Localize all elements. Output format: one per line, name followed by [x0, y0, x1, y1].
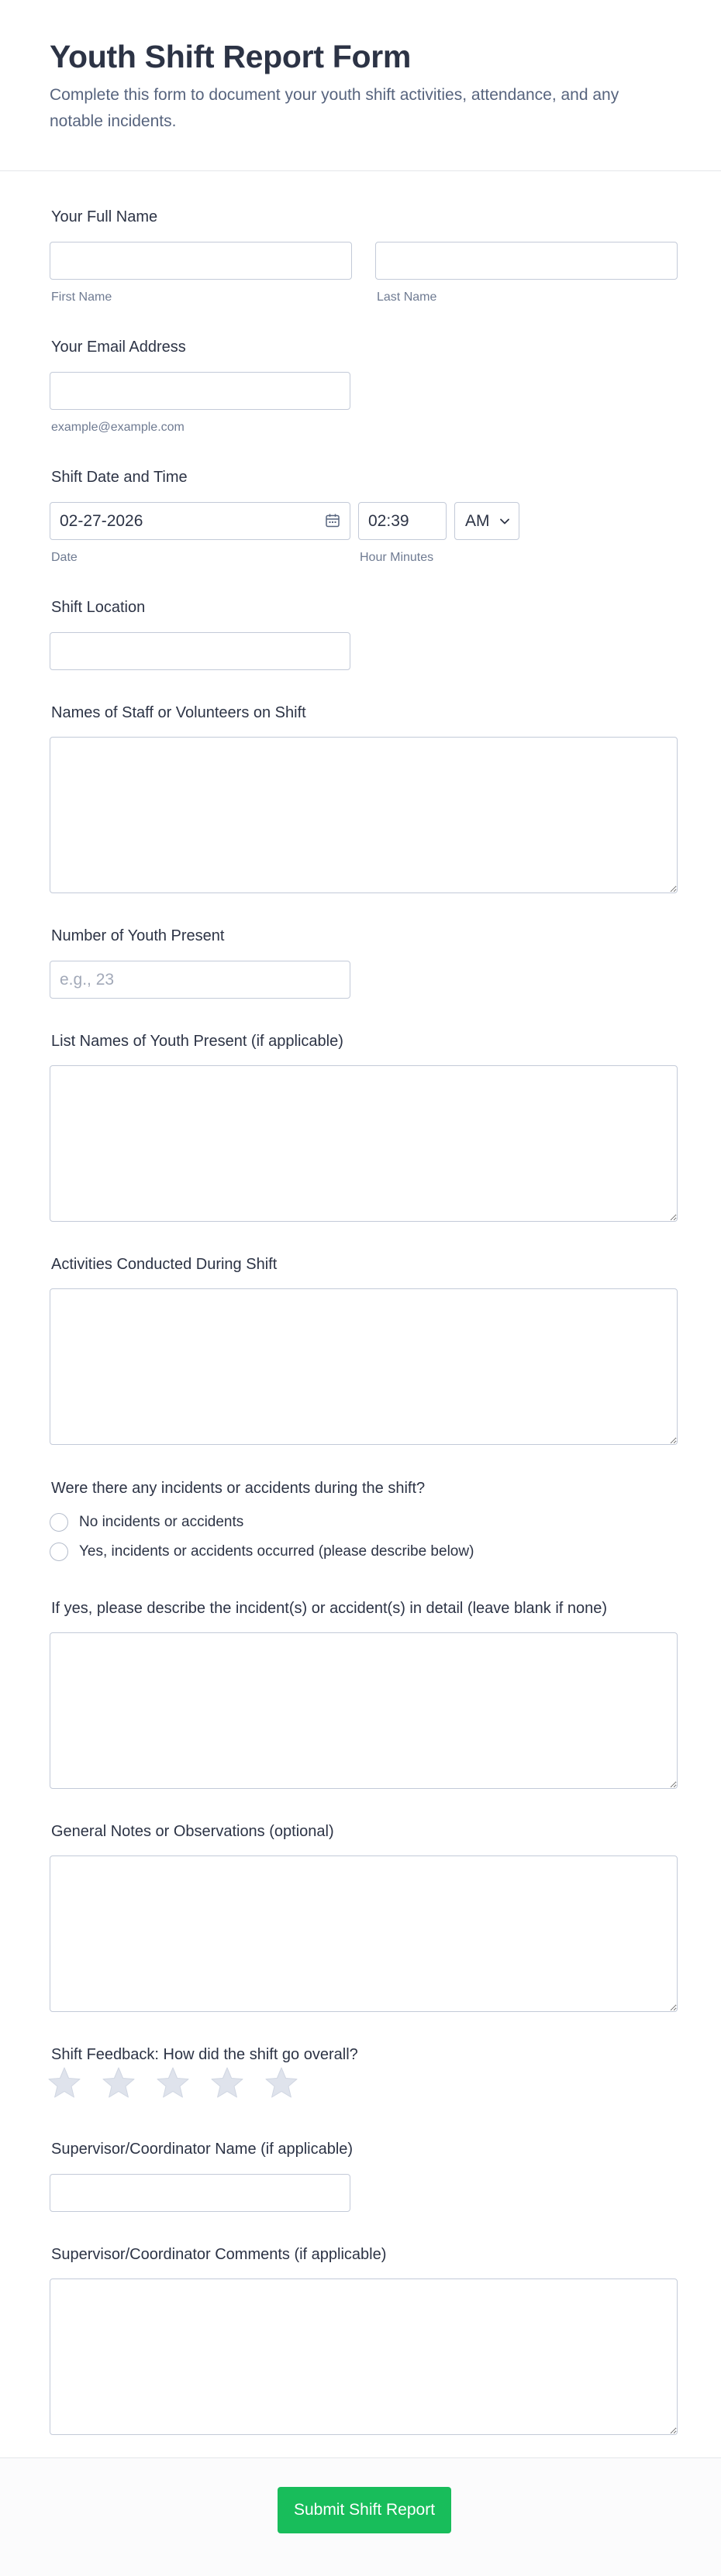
- radio-label: No incidents or accidents: [79, 1514, 244, 1530]
- chevron-down-icon: [498, 515, 511, 528]
- location-label: Shift Location: [51, 599, 146, 616]
- activities-label: Activities Conducted During Shift: [51, 1256, 278, 1273]
- star-icon[interactable]: [155, 2065, 191, 2101]
- supervisor-name-input[interactable]: [50, 2174, 350, 2212]
- last-name-sublabel: Last Name: [377, 291, 437, 304]
- form-header: [0, 0, 721, 171]
- youth-names-label: List Names of Youth Present (if applicable): [51, 1033, 343, 1050]
- first-name-input[interactable]: [50, 242, 352, 280]
- youth-count-input[interactable]: [50, 961, 350, 999]
- date-input[interactable]: [50, 502, 350, 540]
- radio-button[interactable]: [50, 1543, 68, 1561]
- star-icon[interactable]: [101, 2065, 136, 2101]
- staff-names-textarea[interactable]: [50, 737, 678, 893]
- radio-option-yes-incidents[interactable]: [50, 1540, 474, 1563]
- email-sublabel: example@example.com: [51, 421, 185, 434]
- staff-names-label: Names of Staff or Volunteers on Shift: [51, 704, 306, 721]
- form-description: Complete this form to document your youth shift activities, attendance, and any notable incidents.: [50, 86, 619, 130]
- incident-details-label: If yes, please describe the incident(s) or accident(s) in detail (leave blank if none): [51, 1600, 608, 1617]
- incidents-label: Were there any incidents or accidents during the shift?: [51, 1480, 426, 1497]
- radio-button[interactable]: [50, 1513, 68, 1532]
- time-input[interactable]: [358, 502, 447, 540]
- radio-label: Yes, incidents or accidents occurred (please describe below): [79, 1543, 474, 1560]
- time-sublabel: Hour Minutes: [360, 551, 434, 564]
- star-icon[interactable]: [47, 2065, 82, 2101]
- first-name-sublabel: First Name: [51, 291, 112, 304]
- supervisor-comments-textarea[interactable]: [50, 2279, 678, 2435]
- email-label: Your Email Address: [51, 339, 186, 356]
- calendar-icon[interactable]: [325, 513, 340, 528]
- shift-datetime-label: Shift Date and Time: [51, 469, 188, 486]
- email-input[interactable]: [50, 372, 350, 410]
- supervisor-name-label: Supervisor/Coordinator Name (if applicable): [51, 2141, 354, 2158]
- last-name-input[interactable]: [375, 242, 678, 280]
- general-notes-label: General Notes or Observations (optional): [51, 1823, 334, 1840]
- form-title: Youth Shift Report Form: [50, 39, 412, 74]
- time-value: 02:39: [368, 512, 409, 530]
- submit-button[interactable]: Submit Shift Report: [278, 2487, 451, 2533]
- full-name-label: Your Full Name: [51, 208, 158, 225]
- youth-names-textarea[interactable]: [50, 1065, 678, 1222]
- ampm-select[interactable]: [454, 502, 519, 540]
- location-input[interactable]: [50, 632, 350, 670]
- star-icon[interactable]: [209, 2065, 245, 2101]
- general-notes-textarea[interactable]: [50, 1855, 678, 2012]
- supervisor-comments-label: Supervisor/Coordinator Comments (if applicable): [51, 2246, 387, 2263]
- incident-details-textarea[interactable]: [50, 1632, 678, 1789]
- youth-count-label: Number of Youth Present: [51, 927, 225, 944]
- date-sublabel: Date: [51, 551, 78, 564]
- star-icon[interactable]: [264, 2065, 299, 2101]
- activities-textarea[interactable]: [50, 1288, 678, 1445]
- ampm-value: AM: [465, 512, 490, 530]
- feedback-label: Shift Feedback: How did the shift go overall?: [51, 2046, 358, 2063]
- date-value: 02-27-2026: [60, 512, 143, 530]
- radio-option-no-incidents[interactable]: [50, 1511, 243, 1534]
